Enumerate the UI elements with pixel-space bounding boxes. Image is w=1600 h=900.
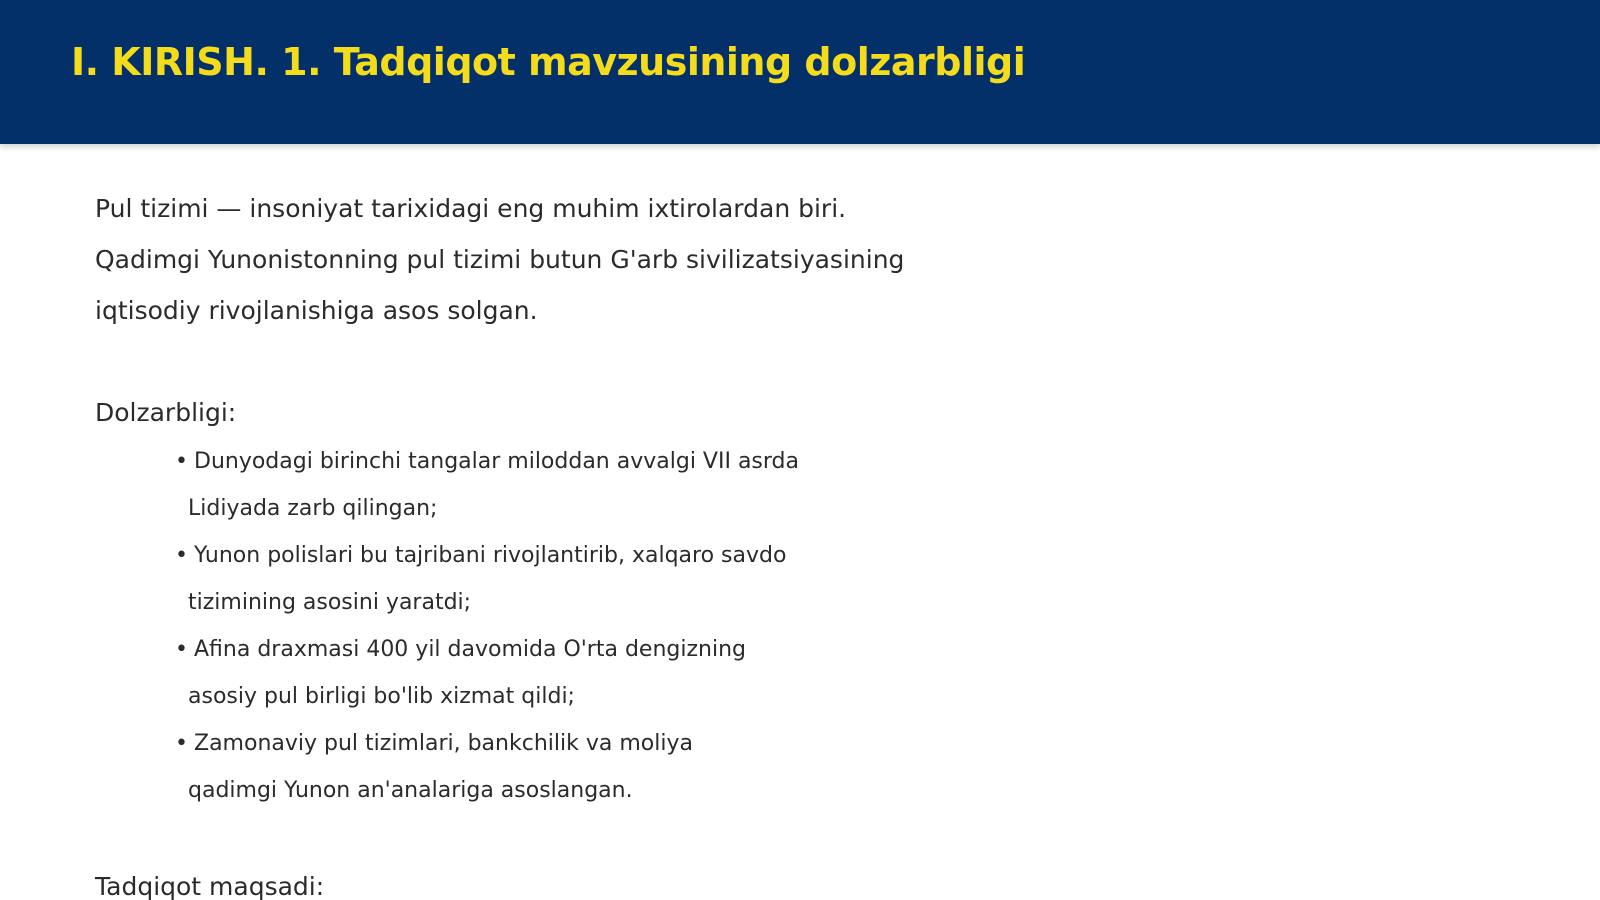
bullet-line-2: Lidiyada zarb qilingan;	[188, 496, 438, 521]
bullet-line-2: qadimgi Yunon an'analariga asoslangan.	[188, 778, 633, 803]
goal-label: Tadqiqot maqsadi:	[95, 872, 325, 900]
intro-line-3: iqtisodiy rivojlanishiga asos solgan.	[95, 296, 538, 325]
slide-title: I. KIRISH. 1. Tadqiqot mavzusining dolzarbligi	[71, 40, 1026, 84]
bullet-dot-icon: •	[175, 543, 188, 568]
spacer	[95, 814, 1495, 861]
bullet-line-2: tizimining asosini yaratdi;	[188, 590, 472, 615]
bullet-dot-icon: •	[175, 449, 188, 474]
intro-line-2: Qadimgi Yunonistonning pul tizimi butun G'arb sivilizatsiyasining	[95, 245, 905, 274]
bullet-line-1: Yunon polislari bu tajribani rivojlantirib, xalqaro savdo	[194, 543, 787, 568]
bullet-dot-icon: •	[175, 637, 188, 662]
bullet-item	[175, 532, 1495, 626]
bullet-dot-icon: •	[175, 731, 188, 756]
bullet-line-1: Zamonaviy pul tizimlari, bankchilik va moliya	[194, 731, 693, 756]
bullet-line-1: Afina draxmasi 400 yil davomida O'rta dengizning	[194, 637, 746, 662]
bullet-item	[175, 626, 1495, 720]
header-bar	[0, 0, 1600, 144]
relevance-bullet-list	[95, 438, 1495, 814]
spacer	[95, 336, 1495, 387]
bullet-line-2: asosiy pul birligi bo'lib xizmat qildi;	[188, 684, 575, 709]
intro-line-1: Pul tizimi — insoniyat tarixidagi eng muhim ixtirolardan biri.	[95, 194, 847, 223]
bullet-item	[175, 438, 1495, 532]
bullet-line-1: Dunyodagi birinchi tangalar miloddan avvalgi VII asrda	[194, 449, 799, 474]
relevance-label: Dolzarbligi:	[95, 398, 237, 427]
bullet-item	[175, 720, 1495, 814]
slide-content	[95, 183, 1495, 900]
